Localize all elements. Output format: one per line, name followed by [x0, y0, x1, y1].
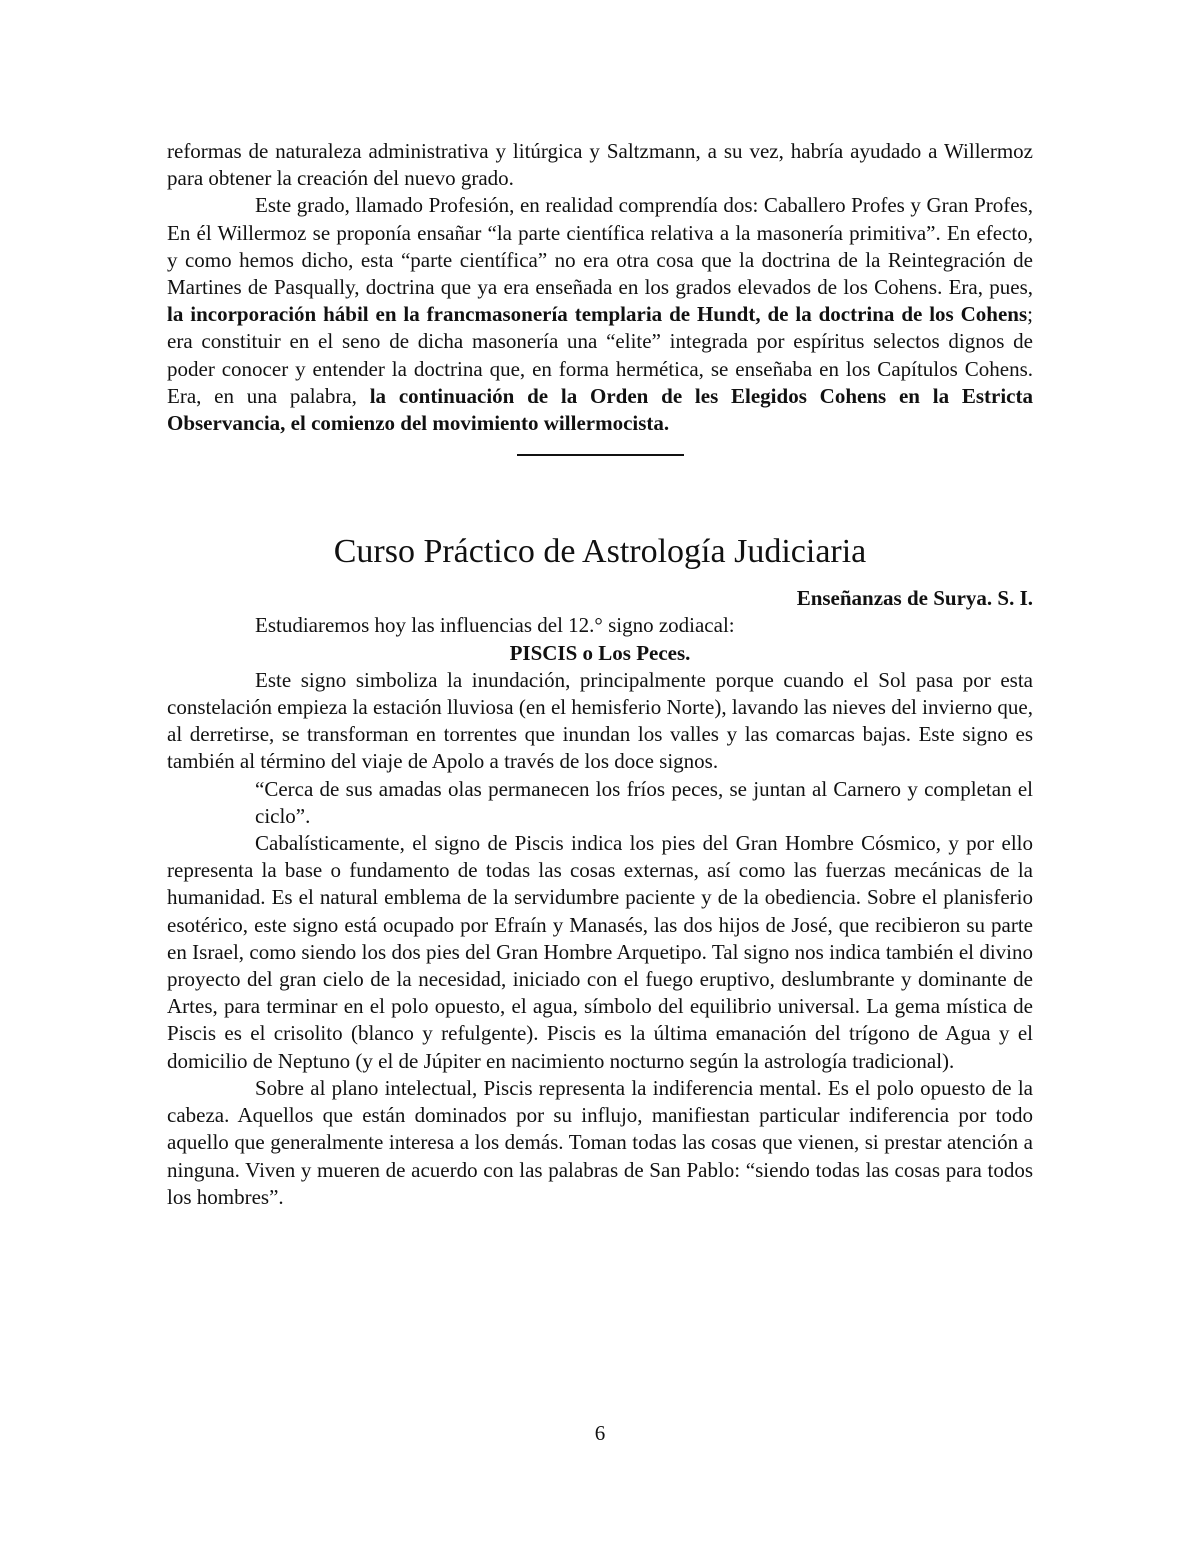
article-intro: Estudiaremos hoy las influencias del 12.° signo zodiacal:: [255, 613, 735, 638]
article-title: Curso Práctico de Astrología Judiciaria: [333, 533, 867, 571]
paragraph-intellectual: Sobre al plano intelectual, Piscis representa la indiferencia mental. Es el polo opuesto de la cabeza. Aquellos que están dominados por su influjo, manifiestan particular indiferencia por todo aquello que generalmente interesa a los demás. Toman todas las cosas que vienen, si prestar atención a ninguna. Viven y mueren de acuerdo con las palabras de San Pablo: “siendo todas las cosas para todos los hombres”.: [167, 1075, 1033, 1209]
paragraph-cabalistic: Cabalísticamente, el signo de Piscis indica los pies del Gran Hombre Cósmico, y por ello representa la base o fundamento de todas las cosas externas, así como las fuerzas mecánicas de la humanidad. Es el natural emblema de la servidumbre paciente y de la obediencia. Sobre el planisferio esotérico, este signo está ocupado por Efraín y Manasés, las dos hijos de José, que recibieron su parte en Israel, como siendo los dos pies del Gran Hombre Arquetipo. Tal signo nos indica también el divino proyecto del gran cielo de la necesidad, iniciado con el fuego eruptivo, deslumbrante y dominante de Artes, para terminar en el polo opuesto, el agua, símbolo del equilibrio universal. La gema mística de Piscis es el crisolito (blanco y refulgente). Piscis es la última emanación del trígono de Agua y el domicilio de Neptuno (y el de Júpiter en nacimiento nocturno según la astrología tradicional).: [167, 831, 1033, 1073]
text-run: ; era constituir en el seno de dicha masonería una “elite” integrada por espíritus selectos dignos de poder conocer y entender la doctrina que, en forma hermética, se enseñaba en los Capítulos Cohens. Era, en una palabra,: [167, 302, 1033, 408]
bold-text-run: la incorporación hábil en la francmasonería templaria de Hundt, de la doctrina de los Cohens: [167, 302, 1028, 327]
bold-text-run: la continuación de la Orden de les Elegidos Cohens en la Estricta Observancia, el comienzo del movimiento willermocista.: [167, 383, 1033, 436]
page-number: 6: [594, 1421, 606, 1445]
paragraph-continuation: reformas de naturaleza administrativa y litúrgica y Saltzmann, a su vez, habría ayudado a Willermoz para obtener la creación del nuevo grado.: [167, 139, 1033, 191]
article-subheading: PISCIS o Los Peces.: [509, 640, 691, 665]
article-author: Enseñanzas de Surya. S. I.: [796, 586, 1033, 611]
block-quote: “Cerca de sus amadas olas permanecen los fríos peces, se juntan al Carnero y completan el ciclo”.: [255, 776, 1033, 828]
document-page: [167, 138, 1033, 1211]
paragraph-piscis-symbol: Este signo simboliza la inundación, principalmente porque cuando el Sol pasa por esta constelación empieza la estación lluviosa (en el hemisferio Norte), lavando las nieves del invierno que, al derretirse, se transforman en torrentes que inundan los valles y las comarcas bajas. Este signo es también al término del viaje de Apolo a través de los doce signos.: [167, 667, 1033, 774]
text-run: Este grado, llamado Profesión, en realidad comprendía dos: Caballero Profes y Gran Profes, En él Willermoz se proponía ensañar “la parte científica relativa a la masonería primitiva”. En efecto, y como hemos dicho, esta “parte científica” no era otra cosa que la doctrina de la Reintegración de Martines de Pasqually, doctrina que ya era enseñada en los grados elevados de los Cohens. Era, pues,: [167, 193, 1033, 300]
paragraph-profesion: [167, 192, 1033, 437]
section-divider: [517, 454, 684, 456]
